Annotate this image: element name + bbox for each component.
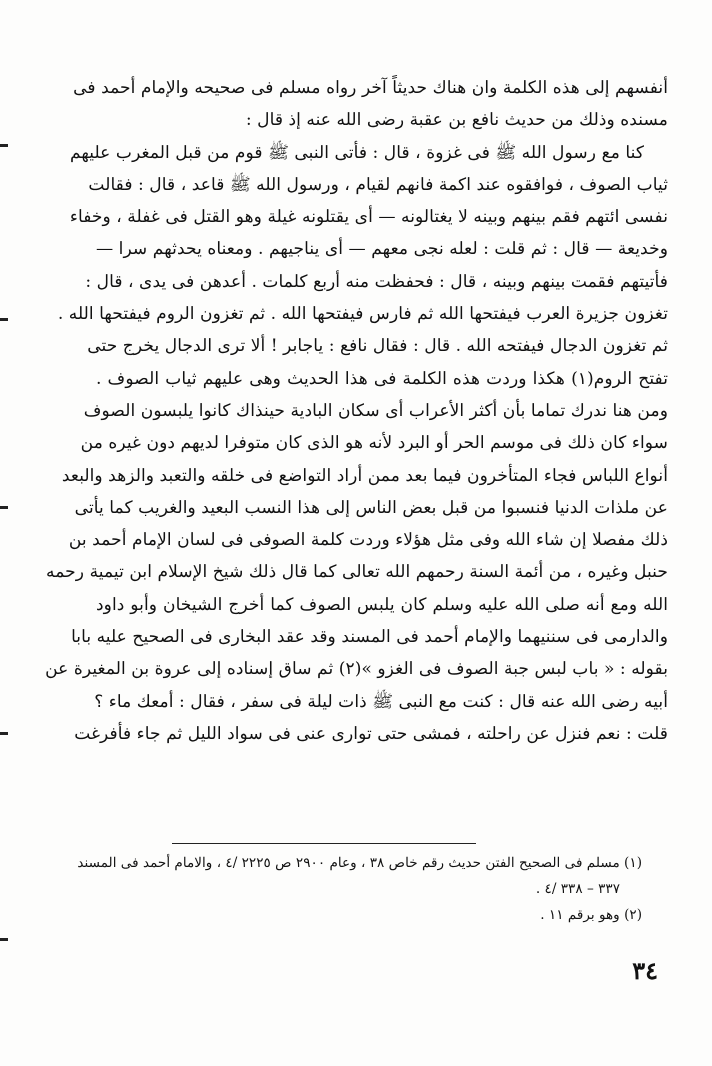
footnote-1: (١) مسلم فى الصحيح الفتن حديث رقم خاص ٣٨ ، وعام ٢٩٠٠ ص ٢٢٢٥ /٤ ، والامام أحمد فى المسند: [77, 855, 642, 871]
text-line: سواء كان ذلك فى موسم الحر أو البرد لأنه هو الذى كان متوفرا لديهم دون غيره من: [80, 433, 668, 454]
text-line: ومن هنا ندرك تماما بأن أكثر الأعراب أى سكان البادية حينذاك كانوا يلبسون الصوف: [83, 400, 668, 421]
text-line: ثياب الصوف ، فوافقوه عند اكمة فانهم لقيام ، ورسول الله ﷺ قاعد ، قال : فقالت: [88, 174, 668, 195]
footnote-1-continuation: ٣٣٧ – ٣٣٨ /٤ .: [535, 881, 620, 897]
page-number: ٣٤: [632, 956, 658, 985]
text-line: نفسى ائتهم فقم بينهم وبينه لا يغتالونه — أى يقتلونه غيلة وهو القتل فى غفلة ، وخفاء: [69, 207, 668, 228]
text-line: وخديعة — قال : ثم قلت : لعله نجى معهم — أى يناجيهم . ومعناه يحدثهم سرا —: [96, 239, 668, 260]
margin-mark: [0, 938, 8, 941]
text-line: بقوله : « باب لبس جبة الصوف فى الغزو »(٢) ثم ساق إسناده إلى عروة بن المغيرة عن: [45, 659, 668, 680]
text-line: تغزون جزيرة العرب فيفتحها الله ثم فارس فيفتحها الله . ثم تغزون الروم فيفتحها الله .: [57, 304, 668, 325]
text-line: ذلك مفصلا إن شاء الله وفى مثل هؤلاء وردت كلمة الصوفى فى لسان الإمام أحمد بن: [68, 530, 668, 551]
footnote-divider: [172, 843, 476, 844]
text-line: أنواع اللباس فجاء المتأخرون فيما بعد ممن أراد التواضع فى خلقه والتعبد والزهد والبعد: [61, 465, 668, 486]
text-line: كنا مع رسول الله ﷺ فى غزوة ، قال : فأتى النبى ﷺ قوم من قبل المغرب عليهم: [69, 142, 644, 163]
text-line: ثم تغزون الدجال فيفتحه الله . قال : فقال نافع : ياجابر ! ألا ترى الدجال يخرج حتى: [87, 336, 668, 357]
margin-mark: [0, 506, 8, 509]
text-line: عن ملذات الدنيا فنسبوا من قبل بعض الناس إلى هذا النسب البعيد والغريب كما يأتى: [74, 497, 668, 518]
text-line: قلت : نعم فنزل عن راحلته ، فمشى حتى توارى عنى فى سواد الليل ثم جاء فأفرغت: [74, 723, 668, 744]
text-line: مسنده وذلك من حديث نافع بن عقبة رضى الله عنه إذ قال :: [245, 110, 668, 131]
margin-mark: [0, 318, 8, 321]
text-line: أنفسهم إلى هذه الكلمة وان هناك حديثاً آخر رواه مسلم فى صحيحه والإمام أحمد فى: [73, 78, 668, 98]
text-line: تفتح الروم(١) هكذا وردت هذه الكلمة فى هذا الحديث وهى عليهم ثياب الصوف .: [96, 368, 669, 389]
text-line: أبيه رضى الله عنه قال : كنت مع النبى ﷺ ذات ليلة فى سفر ، فقال : أمعك ماء ؟: [94, 691, 668, 712]
text-line: الله ومع أنه صلى الله عليه وسلم كان يلبس الصوف كما أخرج الشيخان وأبو داود: [96, 594, 668, 615]
footnote-2: (٢) وهو برقم ١١ .: [540, 907, 642, 923]
text-line: حنبل وغيره ، من أئمة السنة رحمهم الله تعالى كما قال ذلك شيخ الإسلام ابن تيمية رحمه: [46, 562, 668, 583]
text-line: فأتيتهم فقمت بينهم وبينه ، قال : فحفظت منه أربع كلمات . أعدهن فى يدى ، قال :: [85, 271, 668, 292]
main-text: [45, 72, 669, 750]
margin-mark: [0, 144, 8, 147]
text-line: والدارمى فى سننيهما والإمام أحمد فى المسند وقد عقد البخارى فى الصحيح عليه بابا: [71, 627, 668, 648]
footnotes: [66, 850, 642, 928]
margin-mark: [0, 732, 8, 735]
